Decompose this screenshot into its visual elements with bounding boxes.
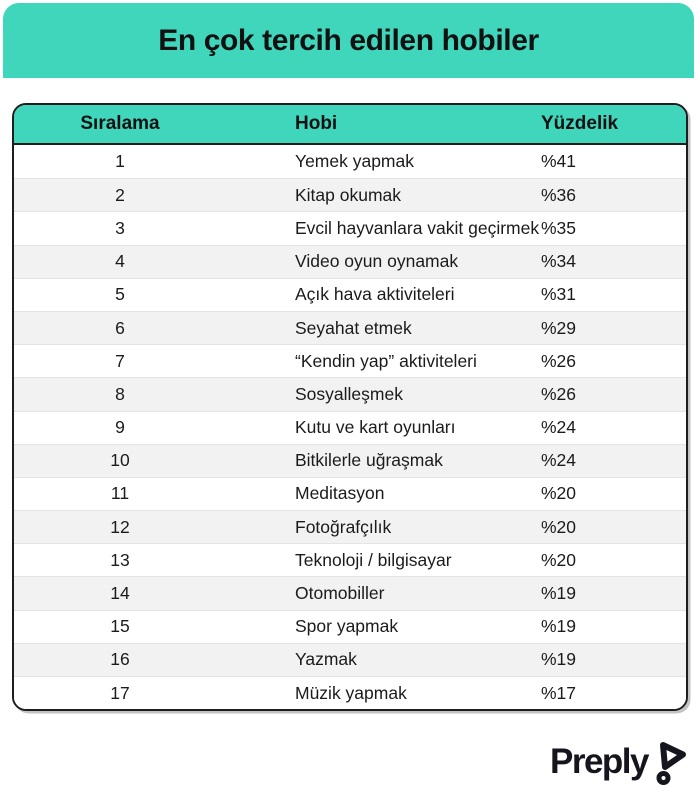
table-row (14, 211, 686, 244)
percent-cell: %19 (541, 583, 577, 604)
rank-cell: 1 (115, 151, 125, 172)
table-row (14, 643, 686, 676)
hobby-cell: Yazmak (295, 649, 357, 670)
percent-cell: %19 (541, 649, 577, 670)
table-body (14, 145, 686, 709)
percent-cell: %26 (541, 383, 577, 404)
hobby-cell: Bitkilerle uğraşmak (295, 450, 443, 471)
table-header-row (14, 105, 686, 145)
hobby-cell: Müzik yapmak (295, 682, 407, 703)
percent-cell: %24 (541, 450, 577, 471)
percent-cell: %20 (541, 516, 577, 537)
title-banner (3, 3, 694, 78)
column-header-hobby: Hobi (295, 113, 338, 134)
rank-cell: 10 (110, 450, 130, 471)
percent-cell: %19 (541, 616, 577, 637)
page-title: En çok tercih edilen hobiler (158, 23, 539, 57)
rank-cell: 13 (110, 549, 130, 570)
percent-cell: %34 (541, 251, 577, 272)
rank-cell: 6 (115, 317, 125, 338)
table-row (14, 543, 686, 576)
hobby-cell: Spor yapmak (295, 616, 399, 637)
rank-cell: 15 (110, 616, 130, 637)
column-header-percent: Yüzdelik (541, 113, 619, 134)
hobby-cell: Yemek yapmak (295, 151, 414, 172)
rank-cell: 11 (110, 483, 130, 504)
preply-wordmark: Preply (550, 742, 648, 781)
rank-cell: 12 (110, 516, 130, 537)
table-row (14, 610, 686, 643)
percent-cell: %35 (541, 217, 577, 238)
percent-cell: %41 (541, 151, 577, 172)
hobby-cell: Evcil hayvanlara vakit geçirmek (295, 217, 540, 238)
rank-cell: 16 (110, 649, 130, 670)
table-row (14, 510, 686, 543)
rank-cell: 4 (115, 251, 125, 272)
preply-logo (550, 738, 692, 788)
hobby-cell: Sosyalleşmek (295, 383, 403, 404)
hobby-cell: Otomobiller (295, 583, 385, 604)
percent-cell: %36 (541, 184, 577, 205)
rank-cell: 2 (115, 184, 125, 205)
hobby-cell: Video oyun oynamak (295, 251, 459, 272)
rank-cell: 8 (115, 383, 125, 404)
percent-cell: %31 (541, 284, 577, 305)
column-header-rank: Sıralama (80, 113, 160, 134)
rank-cell: 14 (110, 583, 130, 604)
table-row (14, 676, 686, 709)
preply-speech-bubble-icon (652, 738, 692, 788)
hobby-cell: Açık hava aktiviteleri (295, 284, 455, 305)
percent-cell: %24 (541, 417, 577, 438)
rank-cell: 5 (115, 284, 125, 305)
table-row (14, 344, 686, 377)
table-row (14, 411, 686, 444)
rank-cell: 17 (110, 682, 130, 703)
table-row (14, 178, 686, 211)
hobbies-table (12, 103, 688, 711)
hobby-cell: Kutu ve kart oyunları (295, 417, 456, 438)
rank-cell: 7 (115, 350, 125, 371)
percent-cell: %20 (541, 483, 577, 504)
percent-cell: %20 (541, 549, 577, 570)
table-row (14, 278, 686, 311)
hobby-cell: Meditasyon (295, 483, 385, 504)
hobby-cell: Fotoğrafçılık (295, 516, 392, 537)
hobby-cell: “Kendin yap” aktiviteleri (295, 350, 477, 371)
table-row (14, 576, 686, 609)
table-row (14, 311, 686, 344)
table-row (14, 377, 686, 410)
table-row (14, 444, 686, 477)
percent-cell: %26 (541, 350, 577, 371)
hobby-cell: Kitap okumak (295, 184, 402, 205)
table-row (14, 145, 686, 178)
percent-cell: %29 (541, 317, 577, 338)
table-row (14, 477, 686, 510)
hobby-cell: Seyahat etmek (295, 317, 412, 338)
table-row (14, 245, 686, 278)
hobby-cell: Teknoloji / bilgisayar (295, 549, 452, 570)
rank-cell: 3 (115, 217, 125, 238)
percent-cell: %17 (541, 682, 577, 703)
rank-cell: 9 (115, 417, 125, 438)
